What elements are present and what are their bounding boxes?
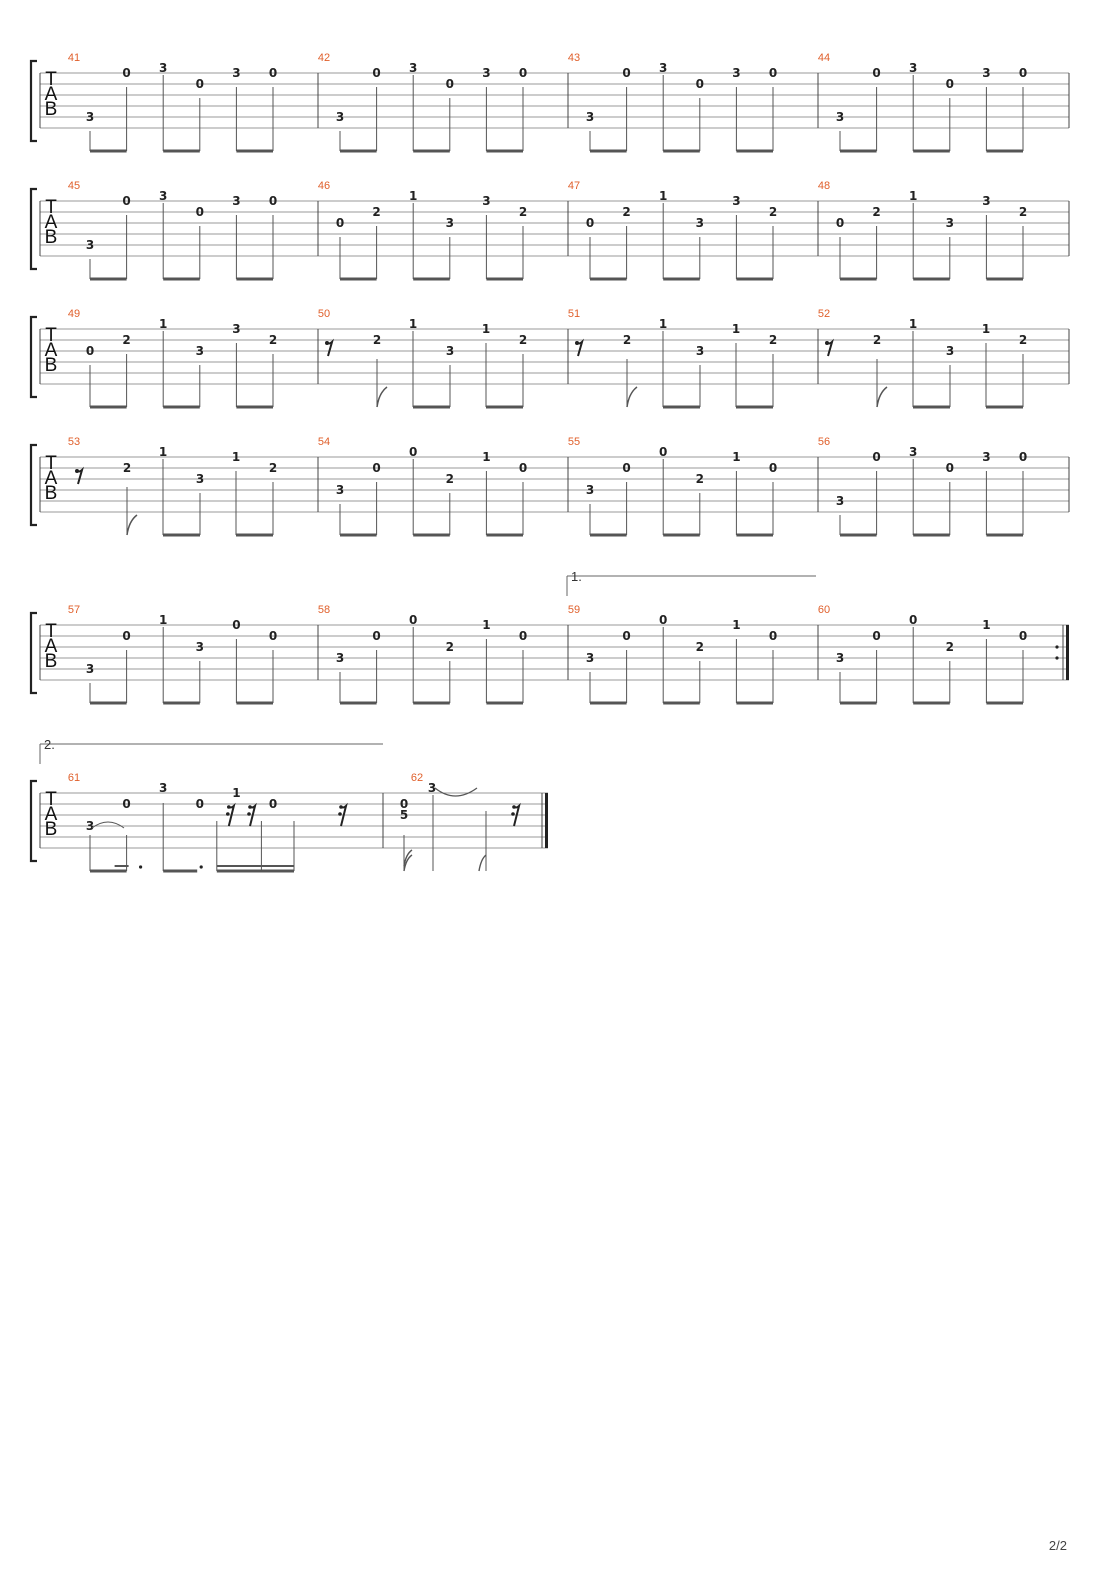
rest-dot (247, 812, 251, 816)
rest-dot (339, 805, 343, 809)
rest-dot (338, 812, 342, 816)
fret-number: 3 (159, 781, 168, 795)
fret-number: 3 (982, 194, 991, 208)
fret-number: 1 (732, 450, 741, 464)
tab-clef-letter: B (44, 99, 58, 120)
fret-number: 1 (982, 618, 991, 632)
fret-number: 1 (659, 189, 668, 203)
measure-49 (68, 308, 318, 407)
fret-number: 3 (835, 110, 845, 124)
note-flag (627, 387, 637, 407)
fret-number: 0 (518, 66, 528, 80)
measure-number: 43 (567, 52, 581, 64)
measure-50 (318, 308, 568, 407)
measure-number: 55 (567, 436, 581, 448)
measure-41 (68, 52, 318, 151)
fret-number: 1 (981, 322, 991, 336)
fret-number: 0 (195, 797, 204, 811)
fret-number: 0 (622, 629, 631, 643)
fret-number: 0 (122, 66, 131, 80)
dot (200, 865, 203, 868)
fret-number: 1 (908, 317, 918, 331)
system-bracket (31, 445, 37, 525)
tab-clef-letter: A (44, 212, 58, 233)
fret-number: 1 (732, 618, 741, 632)
fret-number: 0 (232, 618, 241, 632)
fret-number: 2 (872, 205, 881, 219)
system-bracket (31, 613, 37, 693)
tab-system-4 (31, 436, 1069, 535)
fret-number: 3 (232, 194, 241, 208)
tab-system-5 (31, 604, 1069, 703)
fret-number: 0 (695, 77, 704, 91)
fret-number: 0 (835, 216, 845, 230)
measure-number: 48 (817, 180, 831, 192)
tab-clef-letter: A (44, 468, 58, 489)
tab-clef-letter: B (44, 355, 58, 376)
note-flag (479, 855, 486, 871)
measure-number: 46 (317, 180, 331, 192)
fret-number: 3 (335, 110, 345, 124)
repeat-dot (1055, 645, 1058, 648)
fret-number: 0 (622, 461, 631, 475)
fret-number: 0 (909, 613, 918, 627)
tab-clef-letter: T (45, 197, 57, 218)
rest-dot (511, 812, 515, 816)
fret-number: 0 (122, 629, 131, 643)
tab-clef-letter: B (44, 651, 58, 672)
fret-number: 3 (835, 494, 845, 508)
fret-number: 0 (445, 77, 454, 91)
system-bracket (31, 189, 37, 269)
fret-number: 3 (732, 194, 741, 208)
fret-number: 0 (945, 77, 954, 91)
volta-label: 2. (44, 737, 55, 752)
fret-number: 3 (85, 238, 95, 252)
fret-number: 2 (445, 472, 454, 486)
eighth-rest-dot (325, 341, 329, 345)
sixteenth-rest (249, 806, 255, 826)
fret-number: 0 (872, 66, 881, 80)
fret-number: 1 (159, 613, 168, 627)
fret-number: 3 (85, 819, 95, 833)
tab-clef-letter: B (44, 819, 58, 840)
fret-number: 1 (159, 317, 168, 331)
fret-number: 3 (835, 651, 845, 665)
measure-42 (318, 52, 568, 151)
measure-57 (68, 604, 318, 703)
fret-number: 1 (482, 450, 491, 464)
measure-number: 47 (567, 180, 581, 192)
measure-45 (68, 180, 318, 279)
tie (435, 788, 477, 796)
eighth-rest-dot (575, 341, 579, 345)
fret-number: 1 (408, 317, 418, 331)
fret-number: 2 (768, 333, 778, 347)
fret-number: 3 (982, 450, 991, 464)
fret-number: 0 (335, 216, 345, 230)
fret-number: 0 (1018, 66, 1028, 80)
fret-number: 1 (482, 618, 491, 632)
fret-number: 0 (659, 445, 668, 459)
fret-number: 3 (945, 344, 955, 358)
fret-number: 0 (409, 613, 418, 627)
measure-number: 56 (817, 436, 831, 448)
fret-number: 2 (872, 333, 882, 347)
fret-number: 0 (622, 66, 631, 80)
sixteenth-rest (228, 806, 234, 826)
fret-number: 3 (232, 322, 241, 336)
fret-number: 2 (122, 333, 131, 347)
tab-clef-letter: T (45, 453, 57, 474)
measure-59 (568, 604, 818, 703)
fret-number: 3 (695, 344, 705, 358)
note-flag (877, 387, 887, 407)
fret-number: 0 (518, 629, 528, 643)
measure-53 (68, 436, 318, 535)
measure-number: 62 (410, 772, 424, 784)
fret-number: 0 (195, 77, 204, 91)
sixteenth-rest (513, 806, 519, 826)
measure-47 (568, 180, 818, 279)
volta-label: 1. (571, 569, 582, 584)
fret-number: 3 (335, 483, 345, 497)
note-flag (377, 387, 387, 407)
tab-system-6 (31, 772, 548, 871)
fret-number: 2 (695, 640, 704, 654)
measure-number: 60 (817, 604, 831, 616)
measure-number: 44 (817, 52, 831, 64)
fret-number: 3 (585, 483, 595, 497)
measure-number: 50 (317, 308, 331, 320)
measure-52 (818, 308, 1069, 407)
volta-bracket-1 (567, 569, 816, 596)
fret-number: 3 (195, 344, 204, 358)
fret-number: 2 (268, 461, 278, 475)
note-flag (127, 515, 137, 535)
measure-number: 49 (67, 308, 81, 320)
measure-46 (318, 180, 568, 279)
fret-number: 3 (445, 344, 455, 358)
fret-number: 0 (372, 66, 381, 80)
measure-number: 54 (317, 436, 331, 448)
measure-55 (568, 436, 818, 535)
fret-number: 1 (158, 445, 168, 459)
rest-dot (512, 805, 516, 809)
fret-number: 0 (872, 450, 881, 464)
fret-number: 1 (658, 317, 668, 331)
fret-number: 3 (409, 61, 418, 75)
measure-61 (68, 772, 383, 871)
fret-number: 0 (85, 344, 95, 358)
fret-number: 2 (518, 333, 528, 347)
tab-clef-letter: T (45, 69, 57, 90)
fret-number: 1 (409, 189, 418, 203)
fret-number: 0 (268, 797, 278, 811)
fret-number: 3 (159, 189, 168, 203)
page-number: 2/2 (1048, 1538, 1067, 1553)
fret-number: 3 (85, 110, 95, 124)
fret-number: 0 (768, 461, 778, 475)
fret-number: 0 (268, 629, 278, 643)
fret-number: 3 (945, 216, 954, 230)
tab-clef-letter: A (44, 84, 58, 105)
tab-clef-letter: T (45, 325, 57, 346)
repeat-dot (1055, 656, 1058, 659)
fret-number: 3 (585, 651, 595, 665)
fret-number: 0 (268, 66, 278, 80)
fret-number: 1 (231, 450, 241, 464)
fret-number: 0 (399, 797, 409, 811)
eighth-rest-dot (825, 341, 829, 345)
rest-dot (227, 805, 231, 809)
dot (139, 865, 142, 868)
rest-dot (226, 812, 230, 816)
fret-number: 3 (445, 216, 454, 230)
tab-system-3 (31, 308, 1069, 407)
fret-number: 3 (982, 66, 991, 80)
tab-clef-letter: B (44, 483, 58, 504)
measure-number: 45 (67, 180, 81, 192)
fret-number: 0 (122, 797, 131, 811)
fret-number: 0 (122, 194, 131, 208)
fret-number: 2 (518, 205, 528, 219)
fret-number: 3 (195, 640, 204, 654)
fret-number: 2 (372, 205, 381, 219)
fret-number: 3 (732, 66, 741, 80)
fret-number: 3 (232, 66, 241, 80)
eighth-rest-dot (75, 469, 79, 473)
measure-44 (818, 52, 1069, 151)
measure-54 (318, 436, 568, 535)
fret-number: 0 (268, 194, 278, 208)
fret-number: 1 (909, 189, 918, 203)
tab-system-1 (31, 52, 1069, 151)
measure-number: 42 (317, 52, 331, 64)
system-bracket (31, 781, 37, 861)
tab-system-2 (31, 180, 1069, 279)
measure-number: 59 (567, 604, 581, 616)
fret-number: 3 (909, 445, 918, 459)
measure-58 (318, 604, 568, 703)
fret-number: 3 (482, 66, 491, 80)
fret-number: 3 (159, 61, 168, 75)
fret-number: 0 (1018, 629, 1028, 643)
volta-bracket-2 (40, 737, 383, 764)
fret-number: 0 (585, 216, 595, 230)
measure-number: 52 (817, 308, 831, 320)
fret-number: 2 (622, 333, 632, 347)
fret-number: 0 (1018, 450, 1028, 464)
fret-number: 3 (195, 472, 205, 486)
fret-number: 2 (1018, 205, 1028, 219)
measure-51 (568, 308, 818, 407)
fret-number: 3 (659, 61, 668, 75)
tab-clef-letter: A (44, 340, 58, 361)
measure-48 (818, 180, 1069, 279)
fret-number: 2 (122, 461, 132, 475)
tab-clef-letter: B (44, 227, 58, 248)
measure-number: 58 (317, 604, 331, 616)
rest-dot (248, 805, 252, 809)
fret-number: 0 (768, 66, 778, 80)
fret-number: 5 (399, 808, 409, 822)
fret-number: 0 (768, 629, 778, 643)
fret-number: 0 (518, 461, 528, 475)
tab-clef-letter: A (44, 804, 58, 825)
fret-number: 0 (872, 629, 881, 643)
repeat-thick-bar (1066, 625, 1069, 680)
fret-number: 1 (481, 322, 491, 336)
fret-number: 3 (427, 781, 437, 795)
measure-number: 51 (567, 308, 581, 320)
fret-number: 2 (695, 472, 704, 486)
final-thick-bar (545, 793, 548, 848)
fret-number: 0 (372, 461, 381, 475)
measure-number: 61 (67, 772, 81, 784)
fret-number: 3 (695, 216, 704, 230)
fret-number: 3 (585, 110, 595, 124)
tab-clef-letter: T (45, 789, 57, 810)
fret-number: 2 (268, 333, 278, 347)
fret-number: 2 (1018, 333, 1028, 347)
fret-number: 1 (731, 322, 741, 336)
measure-number: 41 (67, 52, 81, 64)
measure-56 (818, 436, 1069, 535)
measure-number: 53 (67, 436, 81, 448)
tab-clef-letter: A (44, 636, 58, 657)
fret-number: 3 (335, 651, 345, 665)
fret-number: 2 (445, 640, 454, 654)
fret-number: 1 (232, 786, 241, 800)
fret-number: 2 (768, 205, 778, 219)
fret-number: 0 (409, 445, 418, 459)
fret-number: 2 (372, 333, 382, 347)
fret-number: 2 (622, 205, 631, 219)
fret-number: 3 (909, 61, 918, 75)
fret-number: 0 (659, 613, 668, 627)
measure-43 (568, 52, 818, 151)
fret-number: 0 (195, 205, 204, 219)
fret-number: 3 (85, 662, 95, 676)
fret-number: 2 (945, 640, 954, 654)
tie (92, 822, 124, 828)
fret-number: 0 (945, 461, 954, 475)
measure-number: 57 (67, 604, 81, 616)
fret-number: 0 (372, 629, 381, 643)
measure-60 (818, 604, 1069, 703)
system-bracket (31, 317, 37, 397)
tab-clef-letter: T (45, 621, 57, 642)
fret-number: 3 (482, 194, 491, 208)
system-bracket (31, 61, 37, 141)
sixteenth-rest (340, 806, 346, 826)
measure-62 (400, 772, 548, 871)
